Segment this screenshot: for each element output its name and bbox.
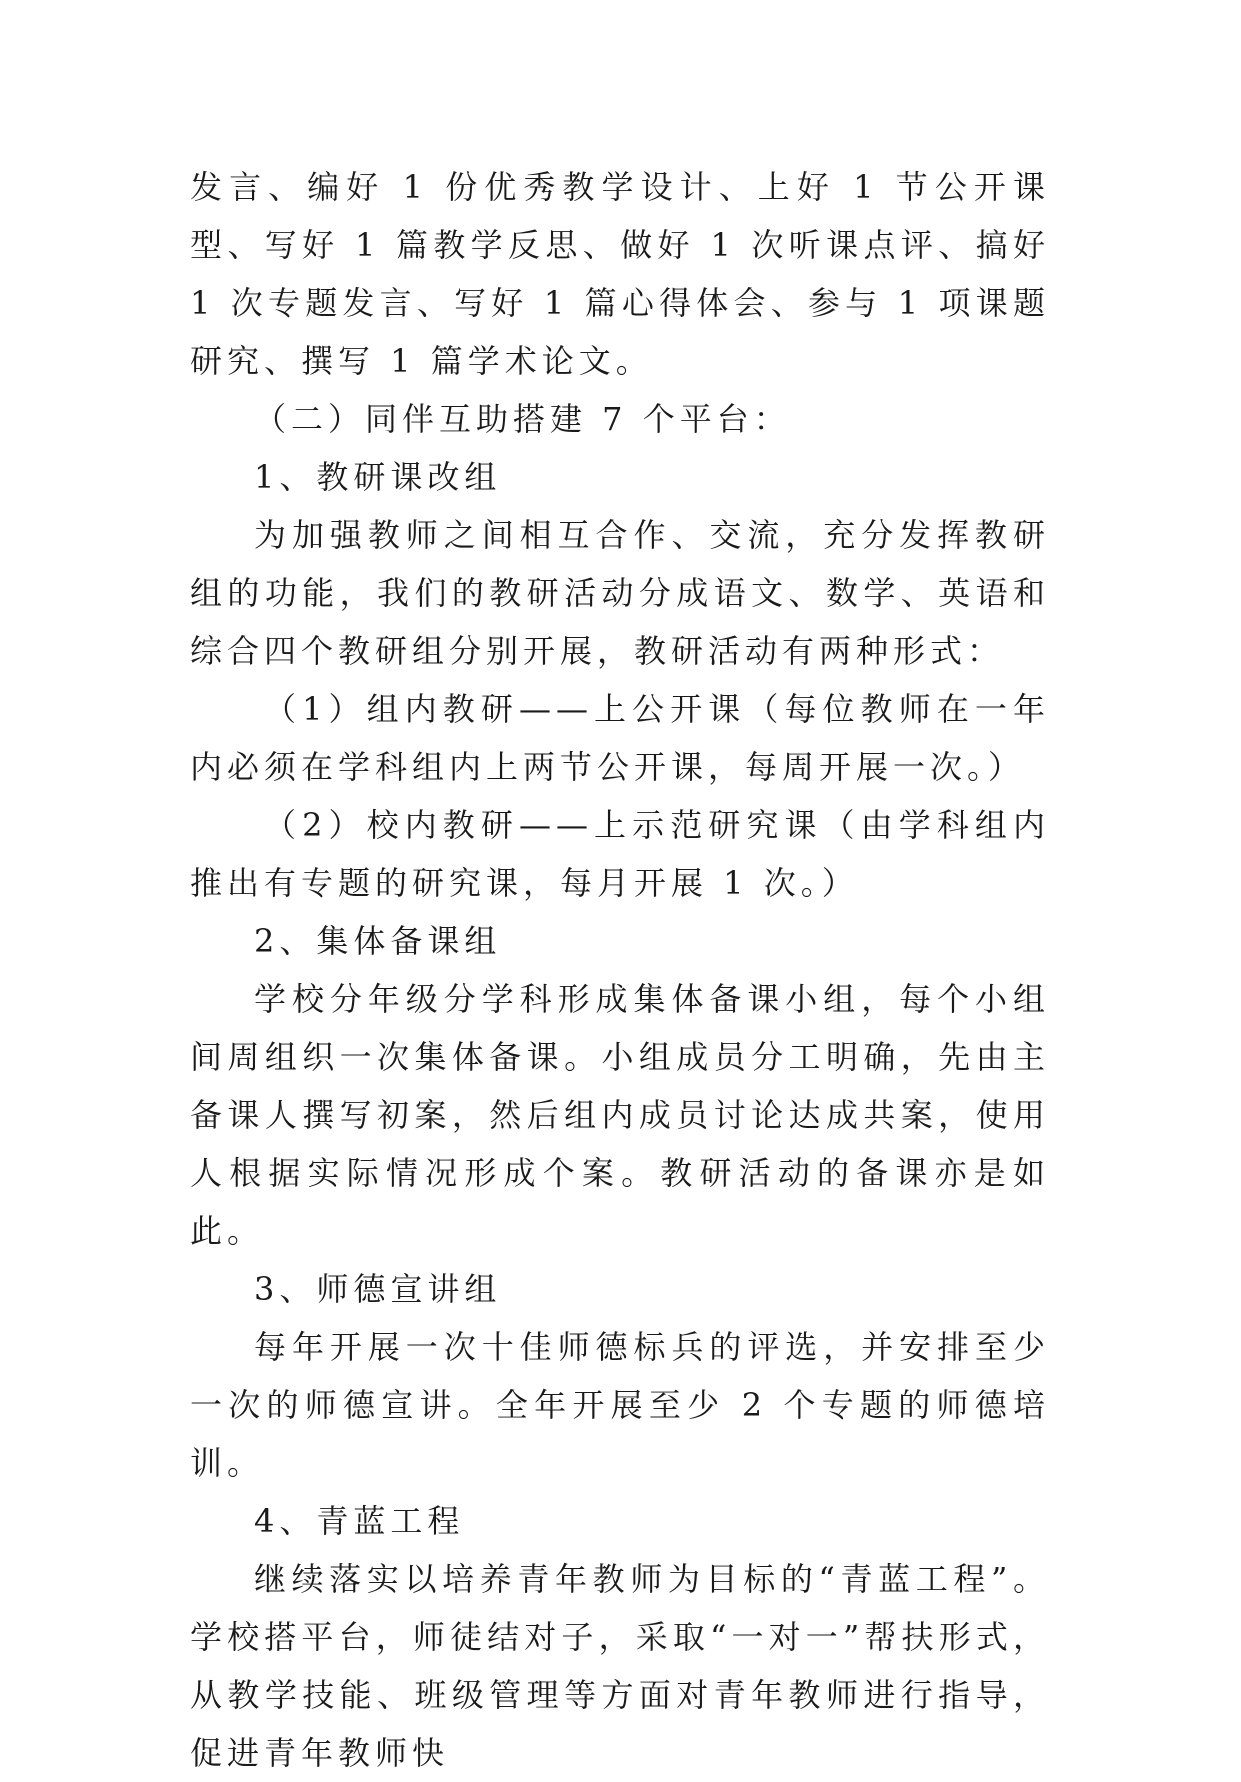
document-body xyxy=(190,158,1050,1782)
paragraph-qinglan-project: 继续落实以培养青年教师为目标的“青蓝工程”。学校搭平台，师徒结对子，采取“一对一”帮扶形式，从教学技能、班级管理等方面对青年教师进行指导，促进青年教师快 xyxy=(190,1560,1050,1772)
list-item-school-research: （2）校内教研——上示范研究课（由学科组内推出有专题的研究课，每月开展 1 次。） xyxy=(190,806,1050,902)
subheading-qinglan-project: 4、青蓝工程 xyxy=(254,1502,465,1540)
paragraph-lesson-prep-group: 学校分年级分学科形成集体备课小组，每个小组间周组织一次集体备课。小组成员分工明确，先由主备课人撰写初案，然后组内成员讨论达成共案，使用人根据实际情况形成个案。教研活动的备课亦是如此。 xyxy=(190,980,1050,1250)
subheading-research-group: 1、教研课改组 xyxy=(254,458,502,496)
paragraph-continuation: 发言、编好 1 份优秀教学设计、上好 1 节公开课型、写好 1 篇教学反思、做好 1 次听课点评、搞好 1 次专题发言、写好 1 篇心得体会、参与 1 项课题研究、撰写 1 篇学术论文。 xyxy=(190,168,1050,380)
section-heading-peer-support: （二）同伴互助搭建 7 个平台： xyxy=(254,400,791,438)
list-item-in-group-research: （1）组内教研——上公开课（每位教师在一年内必须在学科组内上两节公开课，每周开展一次。） xyxy=(190,690,1050,786)
paragraph-ethics-group: 每年开展一次十佳师德标兵的评选，并安排至少一次的师德宣讲。全年开展至少 2 个专题的师德培训。 xyxy=(190,1328,1050,1482)
paragraph-research-group: 为加强教师之间相互合作、交流，充分发挥教研组的功能，我们的教研活动分成语文、数学、英语和综合四个教研组分别开展，教研活动有两种形式： xyxy=(190,516,1050,670)
subheading-lesson-prep-group: 2、集体备课组 xyxy=(254,922,502,960)
subheading-ethics-group: 3、师德宣讲组 xyxy=(254,1270,502,1308)
